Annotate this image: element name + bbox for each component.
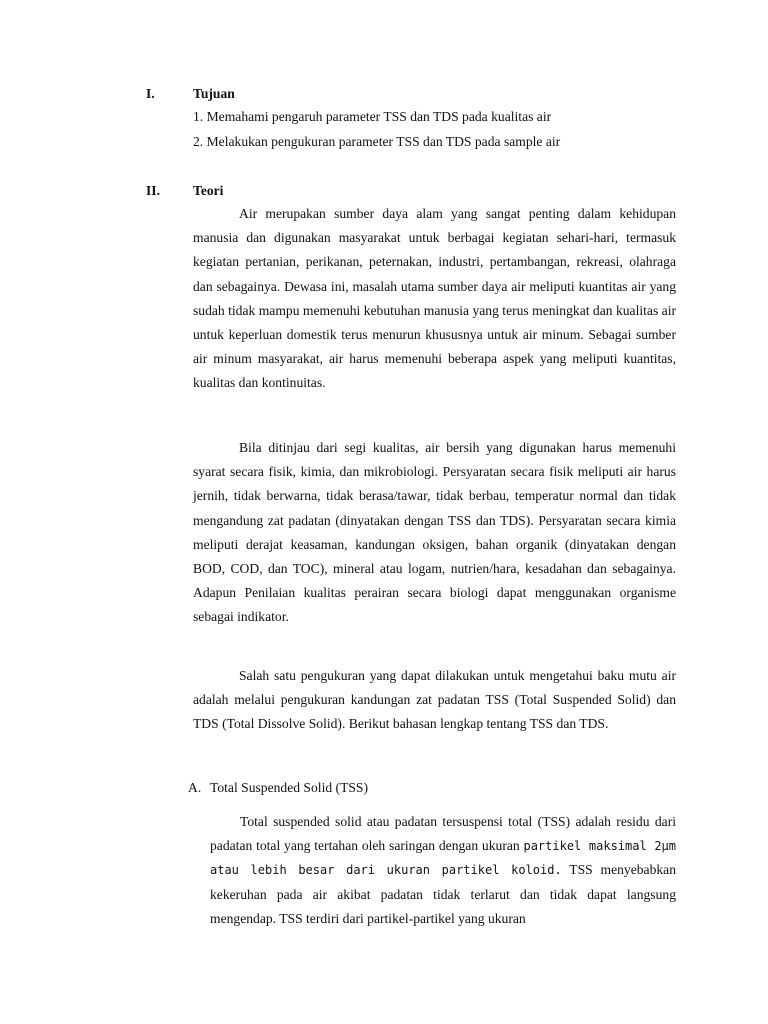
theory-paragraph-3: Salah satu pengukuran yang dapat dilakukan untuk mengetahui baku mutu air adalah melalui pengukuran kandungan zat padatan TSS (Total Suspended Solid) dan TDS (Total Dissolve Solid). Berikut bahasan lengkap tentang TSS dan TDS. <box>193 668 676 732</box>
objective-item-1: 1. Memahami pengaruh parameter TSS dan TDS pada kualitas air <box>193 109 552 124</box>
objective-item-2: 2. Melakukan pengukuran parameter TSS dan TDS pada sample air <box>193 134 561 149</box>
tss-paragraph-part-2: partikel maksimal 2μm atau lebih besar dari ukuran partikel koloid. <box>210 839 677 878</box>
section-2-title: Teori <box>193 183 224 198</box>
subsection-a-label: A. <box>188 780 202 795</box>
tss-paragraph-part-3: TSS menyebabkan kekeruhan pada air akibat padatan tidak terlarut dan tidak dapat langsung mengendap. TSS terdiri dari partikel-partikel yang ukuran <box>210 862 677 926</box>
section-2-number: II. <box>146 183 160 198</box>
tss-paragraph <box>210 810 676 931</box>
subsection-a-heading <box>188 778 368 798</box>
section-1-number: I. <box>146 86 155 101</box>
tss-paragraph-part-1: Total suspended solid atau padatan tersuspensi total (TSS) adalah residu dari padatan total yang tertahan oleh saringan dengan ukuran <box>210 814 676 854</box>
subsection-a-title: Total Suspended Solid (TSS) <box>210 780 369 795</box>
theory-paragraph-1: Air merupakan sumber daya alam yang sangat penting dalam kehidupan manusia dan digunakan masyarakat untuk berbagai kegiatan sehari-hari, termasuk kegiatan pertanian, perikanan, peternakan, industri, pertambangan, rekreasi, olahraga dan sebagainya. Dewasa ini, masalah utama sumber daya air meliputi kuantitas air yang sudah tidak mampu memenuhi kebutuhan manusia yang terus meningkat dan kualitas air untuk keperluan domestik terus menurun khususnya untuk air minum. Sebagai sumber air minum masyarakat, air harus memenuhi beberapa aspek yang meliputi kuantitas, kualitas dan kontinuitas. <box>193 206 676 391</box>
section-1-title: Tujuan <box>193 86 235 101</box>
theory-paragraph-2: Bila ditinjau dari segi kualitas, air bersih yang digunakan harus memenuhi syarat secara fisik, kimia, dan mikrobiologi. Persyaratan secara fisik meliputi air harus jernih, tidak berwarna, tidak berasa/tawar, tidak berbau, temperatur normal dan tidak mengandung zat padatan (dinyatakan dengan TSS dan TDS). Persyaratan secara kimia meliputi derajat keasaman, kandungan oksigen, bahan organik (dinyatakan dengan BOD, COD, dan TOC), mineral atau logam, nutrien/hara, kesadahan dan sebagainya. Adapun Penilaian kualitas perairan secara biologi dapat menggunakan organisme sebagai indikator. <box>193 440 676 625</box>
